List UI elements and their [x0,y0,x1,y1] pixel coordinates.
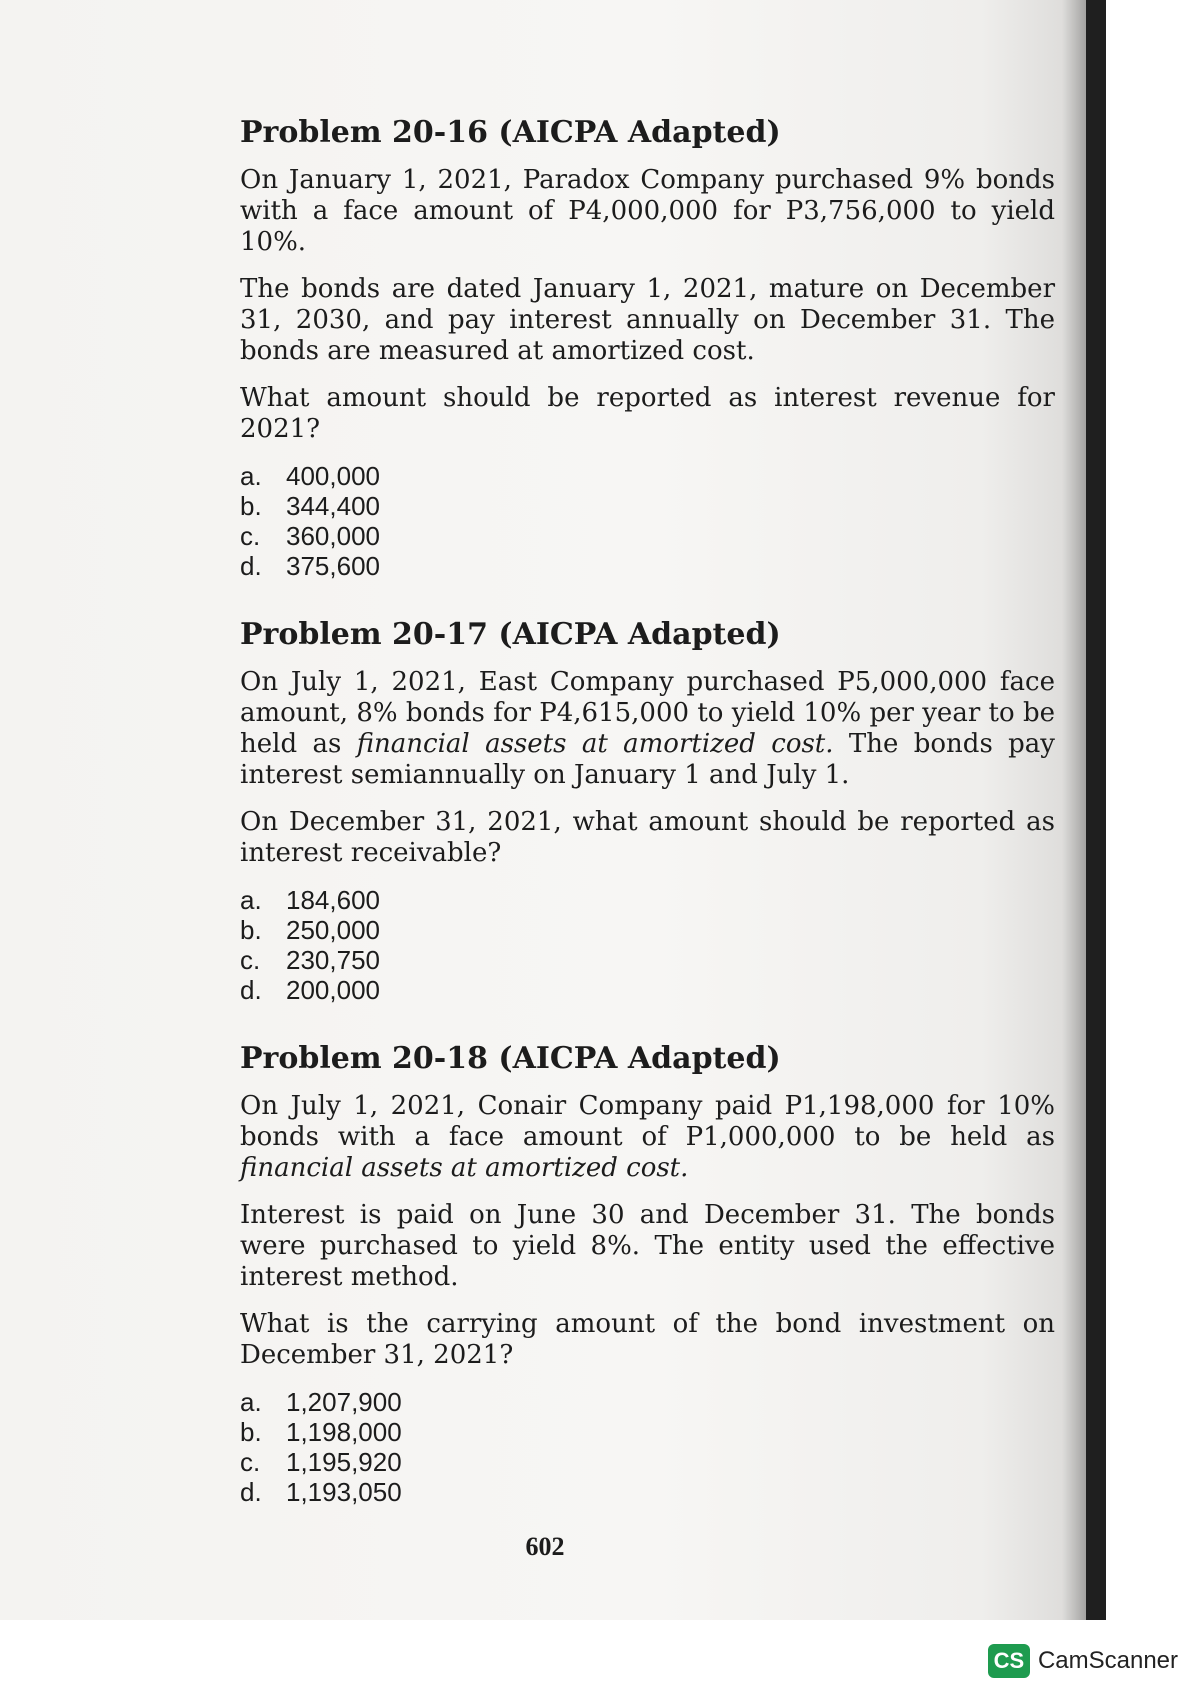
problem-20-18 [240,1041,1055,1507]
choice-value: 375,600 [286,551,380,581]
problem-question: On December 31, 2021, what amount should be reported as interest receivable? [240,807,1055,868]
choice-d [240,551,1055,581]
answer-choices [240,1387,1055,1507]
choice-letter: d. [240,1477,262,1507]
choice-a [240,1387,1055,1417]
book-binding [1086,0,1106,1620]
choice-letter: d. [240,975,262,1005]
choice-c [240,945,1055,975]
choice-letter: a. [240,885,262,915]
choice-value: 230,750 [286,945,380,975]
choice-letter: c. [240,1447,261,1477]
choice-c [240,521,1055,551]
choice-value: 250,000 [286,915,380,945]
page-edge-shadow [1062,0,1086,1620]
choice-value: 1,198,000 [286,1417,402,1447]
choice-value: 1,207,900 [286,1387,402,1417]
problem-paragraph: Interest is paid on June 30 and December 31. The bonds were purchased to yield 8%. The entity used the effective interest method. [240,1200,1055,1292]
choice-letter: d. [240,551,262,581]
problem-20-16 [240,115,1055,581]
paragraph-italic-text: financial assets at amortized cost. [240,1153,689,1183]
choice-value: 344,400 [286,491,380,521]
choice-a [240,461,1055,491]
choice-letter: b. [240,1417,262,1447]
choice-d [240,975,1055,1005]
problem-20-17 [240,617,1055,1005]
problem-paragraph [240,667,1055,791]
choice-letter: c. [240,945,261,975]
choice-b [240,915,1055,945]
choice-value: 184,600 [286,885,380,915]
problem-title: Problem 20-16 (AICPA Adapted) [240,115,781,150]
choice-c [240,1447,1055,1477]
problem-question: What amount should be reported as interest revenue for 2021? [240,383,1055,444]
choice-letter: b. [240,491,262,521]
choice-letter: a. [240,1387,262,1417]
answer-choices [240,885,1055,1005]
camscanner-logo-icon: CS [988,1644,1030,1678]
paragraph-text: On July 1, 2021, Conair Company paid P1,198,000 for 10% bonds with a face amount of P1,000,000 to be held as [240,1091,1055,1152]
problem-paragraph [240,1091,1055,1184]
page-number: 602 [525,1532,565,1561]
answer-choices [240,461,1055,581]
camscanner-name: CamScanner [1037,1647,1178,1674]
problem-paragraph: On January 1, 2021, Paradox Company purchased 9% bonds with a face amount of P4,000,000 for P3,756,000 to yield 10%. [240,165,1055,257]
choice-letter: c. [240,521,261,551]
choice-letter: b. [240,915,262,945]
choice-value: 1,193,050 [286,1477,402,1507]
paragraph-text: The bonds pay interest semiannually on January 1 and July 1. [240,729,1055,790]
choice-value: 1,195,920 [286,1447,402,1477]
problem-paragraph: The bonds are dated January 1, 2021, mature on December 31, 2030, and pay interest annually on December 31. The bonds are measured at amortized cost. [240,274,1055,366]
page-content [240,115,1055,1543]
choice-b [240,491,1055,521]
choice-letter: a. [240,461,262,491]
choice-value: 360,000 [286,521,380,551]
choice-d [240,1477,1055,1507]
problem-question: What is the carrying amount of the bond investment on December 31, 2021? [240,1309,1055,1370]
paragraph-text: On July 1, 2021, East Company purchased P5,000,000 face amount, 8% bonds for P4,615,000 to yield 10% per year to be held as [240,667,1055,759]
choice-value: 200,000 [286,975,380,1005]
camscanner-watermark [988,1644,1178,1678]
choice-value: 400,000 [286,461,380,491]
paragraph-italic-text: financial assets at amortized cost. [356,729,834,759]
problem-title: Problem 20-18 (AICPA Adapted) [240,1041,781,1076]
choice-b [240,1417,1055,1447]
problem-title: Problem 20-17 (AICPA Adapted) [240,617,781,652]
choice-a [240,885,1055,915]
